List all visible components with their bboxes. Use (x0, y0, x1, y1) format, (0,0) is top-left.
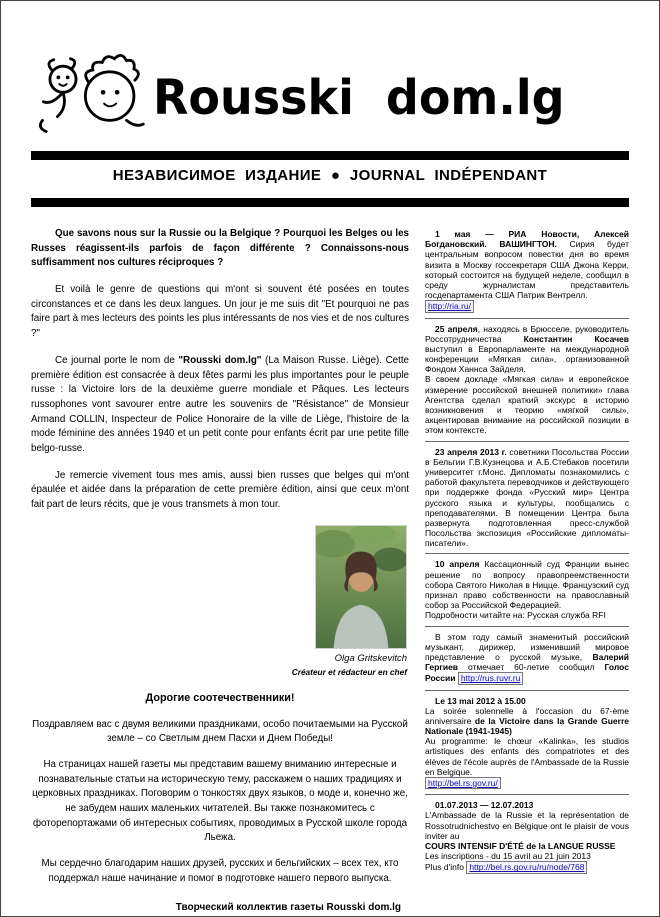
hyperlink[interactable]: http://bel.rs.gov.ru/ru/node/768 (469, 862, 585, 873)
text-run: Подробности читайте на: Русская служба RFI (425, 610, 606, 621)
photo-caption-name: Olga Gritskevitch (334, 652, 407, 664)
text-run: Кассационный суд Франции вынес решение по вопросу правопреемственности собора Святого Николая в Ницце. Французский суд признал право собственности на православный собор за Российской Федерацией. (425, 559, 629, 611)
news-item (425, 559, 629, 620)
news-item (425, 229, 629, 313)
left-column (31, 227, 409, 915)
bold-text-run: 25 апреля (435, 323, 478, 334)
hyperlink-box[interactable] (425, 300, 474, 312)
text-run: В этом году самый знаменитый российский музыкант, дирижер, изменивший мировое представление о русской музыке, (425, 631, 629, 662)
bold-text-run: Le 13 mai 2012 à 15.00 (435, 695, 526, 706)
text-run: Et voilà le genre de questions qui m'ont si souvent été posées en toutes circonstances et ce dans les deux langues. Un jour je me suis dit "Et pourquoi ne pas faire part à mes lecteurs des points les plus intéressants de nos vies et de nos cultures ?" (31, 284, 409, 340)
bold-text-run: 01.07.2013 — 12.07.2013 (435, 800, 534, 811)
editor-photo-block (31, 525, 407, 679)
bold-text-run: 1 мая — РИА Новости, Алексей Богдановский. ВАШИНГТОН. (425, 229, 629, 250)
russian-paragraph-3: Мы сердечно благодарим наших друзей, русских и бельгийских – всех тех, кто поддержал наше начинание и помог в подготовке нашего первого выпуска. (41, 858, 399, 884)
text-run: Les inscriptions - du 15 avril au 21 juin 2013 (425, 851, 591, 862)
news-item (425, 324, 629, 436)
news-separator (425, 690, 629, 691)
intro-paragraph (31, 227, 409, 271)
bold-text-run: Голос России (425, 662, 629, 684)
hyperlink-box[interactable] (458, 672, 524, 684)
divider-bar-top (31, 151, 629, 160)
news-separator (425, 626, 629, 627)
text-run: В своем докладе «Мягкая сила» и европейское измерение российской внешней политики» глава Агентства сделал краткий экскурс в историю возникновения и теорию «мягкой силы», акцентировав внимание на российской позиции в этом контексте. (425, 374, 629, 436)
french-intro (31, 227, 409, 513)
news-item (425, 632, 629, 685)
editorial-signature: Творческий коллектив газеты Rousski dom.lg (175, 902, 401, 914)
journal-tagline: НЕЗАВИСИМОЕ ИЗДАНИЕ ● JOURNAL INDÉPENDANT (112, 167, 548, 184)
masthead-title: Rousski dom.lg (153, 68, 565, 126)
intro-paragraph (31, 469, 409, 513)
text-run: (La Maison Russe. Liège). Cette première édition est consacrée à deux fêtes parmi les plus importantes pour le peuple russe : la Victoire lors de la deuxième guerre mondiale et Pâques. Les lecteurs russophones vont savourer entre autre les souvenirs de "Résistance" de Monsieur Armand COLLIN, Inspecteur de Police Honoraire de la ville de Liège, l'histoire de la mode féminine des années 1940 et un petit conte pour enfants écrit par une petite fille belgo-russe. (31, 354, 409, 454)
hyperlink[interactable]: http://ria.ru/ (428, 301, 471, 312)
text-run: L'Ambassade de la Russie et la représentation de Rossotrudnichestvo en Belgique ont le plaisir de vous inviter au (425, 810, 629, 841)
intro-paragraph (31, 283, 409, 342)
hyperlink[interactable]: http://bel.rs.gov.ru/ (428, 778, 498, 788)
content-area (31, 227, 629, 915)
russian-paragraph-1: Поздравляем вас с двумя великими праздниками, особо почитаемыми на Русской земле – со Светлым днем Пасхи и Днем Победы! (32, 718, 408, 745)
bold-text-run: Que savons nous sur la Russie ou la Belgique ? Pourquoi les Belges ou les Russes réagissent-ils parfois de façon différente ? Connaissons-nous suffisamment nos cultures réciproques ? (31, 228, 409, 269)
bold-text-run: "Rousski dom.lg" (178, 354, 262, 366)
bold-text-run: 23 апреля 2013 г. (435, 446, 507, 457)
news-item (425, 696, 629, 790)
hyperlink-box[interactable] (425, 777, 501, 789)
text-run: Сирия будет центральным вопросом повестки дня во время визита в Москву госсекретаря США Джона Керри, который состоится на будущей неделе, сообщил в среду журналистам представитель госдепартамента США Патрик Вентрелл. (425, 239, 629, 301)
text-run: La soirée solennelle à l'occasion du 67-ème anniversaire (425, 705, 629, 726)
text-run: отмечает 60-летие сообщил (458, 662, 605, 673)
news-separator (425, 553, 629, 554)
bold-text-run: Константин Косачев (523, 333, 629, 344)
logo-mascots-illustration (35, 53, 147, 141)
news-separator (425, 318, 629, 319)
russian-paragraph-2: На страницах нашей газеты мы представим вашему вниманию интересные и познавательные статьи на историческую тему, расскажем о наших традициях и церковных праздниках. Поговорим о тонкостях двух языков, о моде и, конечно же, не забудем наших маленьких читателей. Вы также познакомитесь с фоторепортажами об интересных событиях, проводимых в Русской школе города Льежа. (32, 758, 408, 844)
news-item (425, 447, 629, 549)
text-run: Plus d'info (425, 862, 467, 873)
text-run: Ce journal porte le nom de (55, 354, 179, 366)
masthead (35, 51, 629, 143)
news-column (425, 227, 629, 915)
bold-text-run: de la Victoire dans la Grande Guerre Nationale (1941-1945) (425, 715, 629, 737)
photo-caption-role: Créateur et rédacteur en chef (291, 666, 407, 677)
editor-portrait-photo (315, 525, 407, 649)
text-run: Au programme: le chœur «Kalinka», les studios artistiques des enfants des compatriotes et des élèves de l'école auprès de l'Ambassade de la Russie en Belgique. (425, 736, 629, 777)
news-separator (425, 794, 629, 795)
russian-greeting-heading: Дорогие соотечественники! (145, 692, 295, 705)
bold-text-run: Валерий Гергиев (425, 651, 629, 673)
hyperlink[interactable]: http://rus.ruvr.ru (460, 673, 521, 684)
text-run: советники Посольства России в Бельгии Г.В.Кузнецова и А.Б.Стебаков посетили университет г.Монс. Дипломаты познакомились с работой факультета переводчиков и действующего при поддержке фонда «Русский мир» Центра русского языка и культуры, пообщались с преподавателями. В помещении Центра была развернута подготовленная пресс-службой Посольства экспозиция «Российские дипломаты-писатели». (425, 446, 630, 549)
hyperlink-box[interactable] (466, 861, 587, 873)
divider-bar-bottom (31, 198, 629, 207)
news-item (425, 800, 629, 873)
news-separator (425, 441, 629, 442)
intro-paragraph (31, 354, 409, 457)
text-run: Je remercie vivement tous mes amis, aussi bien russes que belges qui m'ont épaulée et aidée dans la préparation de cette première édition, ainsi que ceux m'ont fait part de leurs récits, que je vous transmets à mon tour. (31, 469, 409, 510)
bold-text-run: 10 апреля (435, 559, 480, 570)
text-run: выступил в Европарламенте на международной конференции «Мягкая сила», организованной Фондом Ханнса Зайделя. (425, 343, 629, 375)
bold-text-run: COURS INTENSIF D'ÉTÉ de la LANGUE RUSSE (425, 840, 616, 851)
text-run: , находясь в Брюсселе, руководитель Россотрудничества (425, 323, 629, 344)
